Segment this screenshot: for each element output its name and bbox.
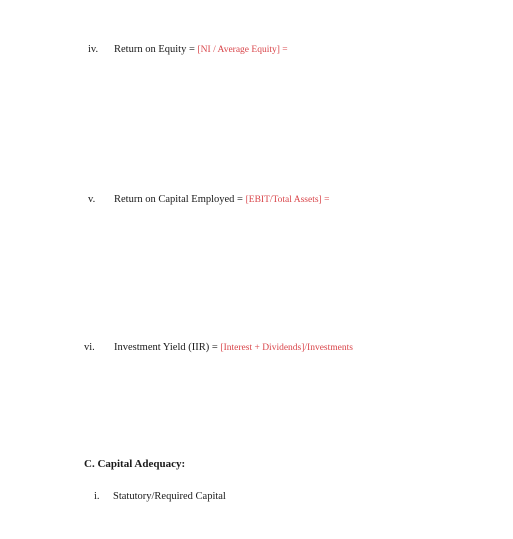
item-label: Statutory/Required Capital — [113, 491, 226, 502]
ratio-formula: [EBIT/Total Assets] = — [245, 195, 330, 205]
section-heading-capital-adequacy: C. Capital Adequacy: — [84, 458, 186, 470]
ratio-formula: [NI / Average Equity] = — [197, 45, 288, 55]
ratio-label: Investment Yield (IIR) = — [114, 342, 221, 353]
item-numeral: iv. — [88, 44, 99, 55]
item-numeral: i. — [94, 491, 100, 502]
ratio-formula: [Interest + Dividends]/Investments — [220, 343, 353, 353]
item-numeral: v. — [88, 194, 96, 205]
ratio-label: Return on Equity = — [114, 44, 198, 55]
ratio-label: Return on Capital Employed = — [114, 194, 246, 205]
item-numeral: vi. — [84, 342, 95, 353]
